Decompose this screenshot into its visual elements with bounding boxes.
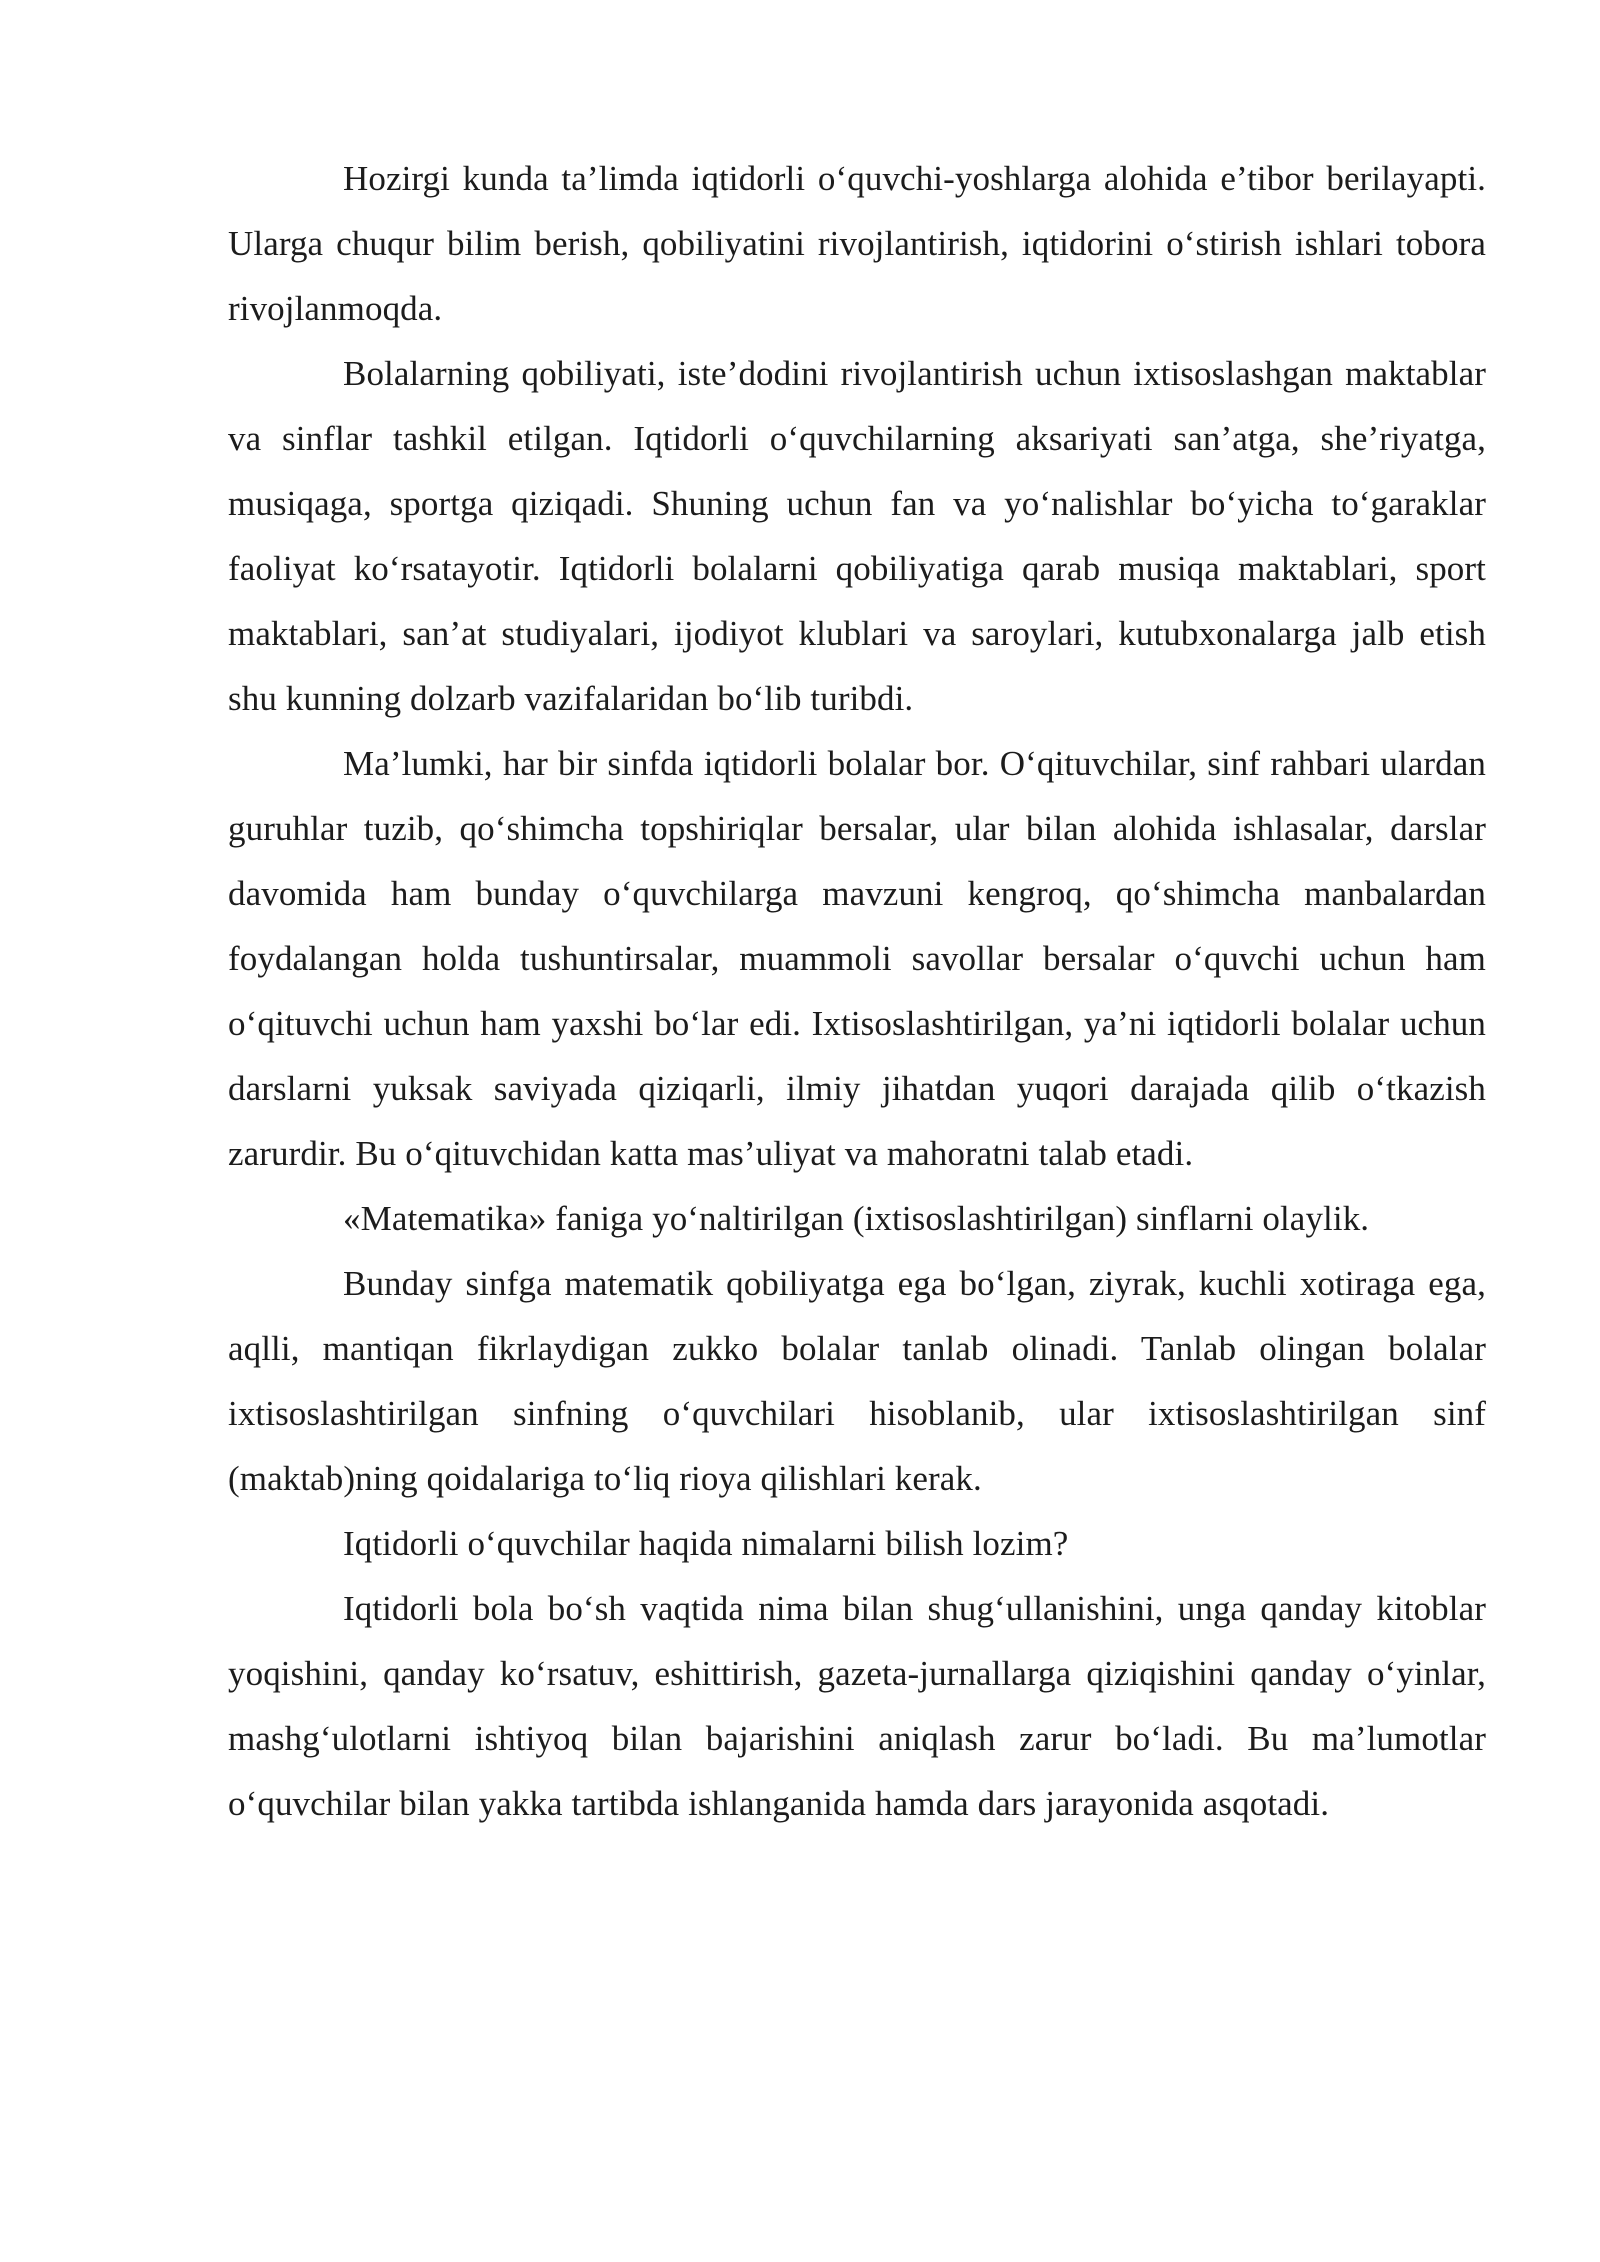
paragraph: Iqtidorli bola bo‘sh vaqtida nima bilan shug‘ullanishini, unga qanday kitoblar yoqishini, qanday ko‘rsatuv, eshittirish, gazeta-jurnallarga qiziqishini qanday o‘yinlar, mashg‘ulotlarni ishtiyoq bilan bajarishini aniqlash zarur bo‘ladi. Bu ma’lumotlar o‘quvchilar bilan yakka tartibda ishlanganida hamda dars jarayonida asqotadi.	[228, 1589, 1486, 1823]
paragraph: Hozirgi kunda ta’limda iqtidorli o‘quvchi-yoshlarga alohida e’tibor berilayapti. Ularga chuqur bilim berish, qobiliyatini rivojlantirish, iqtidorini o‘stirish ishlari tobora rivojlanmoqda.	[228, 159, 1486, 328]
paragraph: Bolalarning qobiliyati, iste’dodini rivojlantirish uchun ixtisoslashgan maktablar va sinflar tashkil etilgan. Iqtidorli o‘quvchilarning aksariyati san’atga, she’riyatga, musiqaga, sportga qiziqadi. Shuning uchun fan va yo‘nalishlar bo‘yicha to‘garaklar faoliyat ko‘rsatayotir. Iqtidorli bolalarni qobiliyatiga qarab musiqa maktablari, sport maktablari, san’at studiyalari, ijodiyot klublari va saroylari, kutubxonalarga jalb etish shu kunning dolzarb vazifalaridan bo‘lib turibdi.	[228, 354, 1486, 718]
paragraph: Ma’lumki, har bir sinfda iqtidorli bolalar bor. O‘qituvchilar, sinf rahbari ulardan guruhlar tuzib, qo‘shimcha topshiriqlar bersalar, ular bilan alohida ishlasalar, darslar davomida ham bunday o‘quvchilarga mavzuni kengroq, qo‘shimcha manbalardan foydalangan holda tushuntirsalar, muammoli savollar bersalar o‘quvchi uchun ham o‘qituvchi uchun ham yaxshi bo‘lar edi. Ixtisoslashtirilgan, ya’ni iqtidorli bolalar uchun darslarni yuksak saviyada qiziqarli, ilmiy jihatdan yuqori darajada qilib o‘tkazish zarurdir. Bu o‘qituvchidan katta mas’uliyat va mahoratni talab etadi.	[228, 744, 1486, 1173]
paragraph: «Matematika» faniga yo‘naltirilgan (ixtisoslashtirilgan) sinflarni olaylik.	[343, 1199, 1370, 1238]
paragraph: Bunday sinfga matematik qobiliyatga ega bo‘lgan, ziyrak, kuchli xotiraga ega, aqlli, mantiqan fikrlaydigan zukko bolalar tanlab olinadi. Tanlab olingan bolalar ixtisoslashtirilgan sinfning o‘quvchilari hisoblanib, ular ixtisoslashtirilgan sinf (maktab)ning qoidalariga to‘liq rioya qilishlari kerak.	[228, 1264, 1486, 1498]
document-body	[228, 146, 1486, 1836]
paragraph: Iqtidorli o‘quvchilar haqida nimalarni bilish lozim?	[343, 1524, 1069, 1563]
